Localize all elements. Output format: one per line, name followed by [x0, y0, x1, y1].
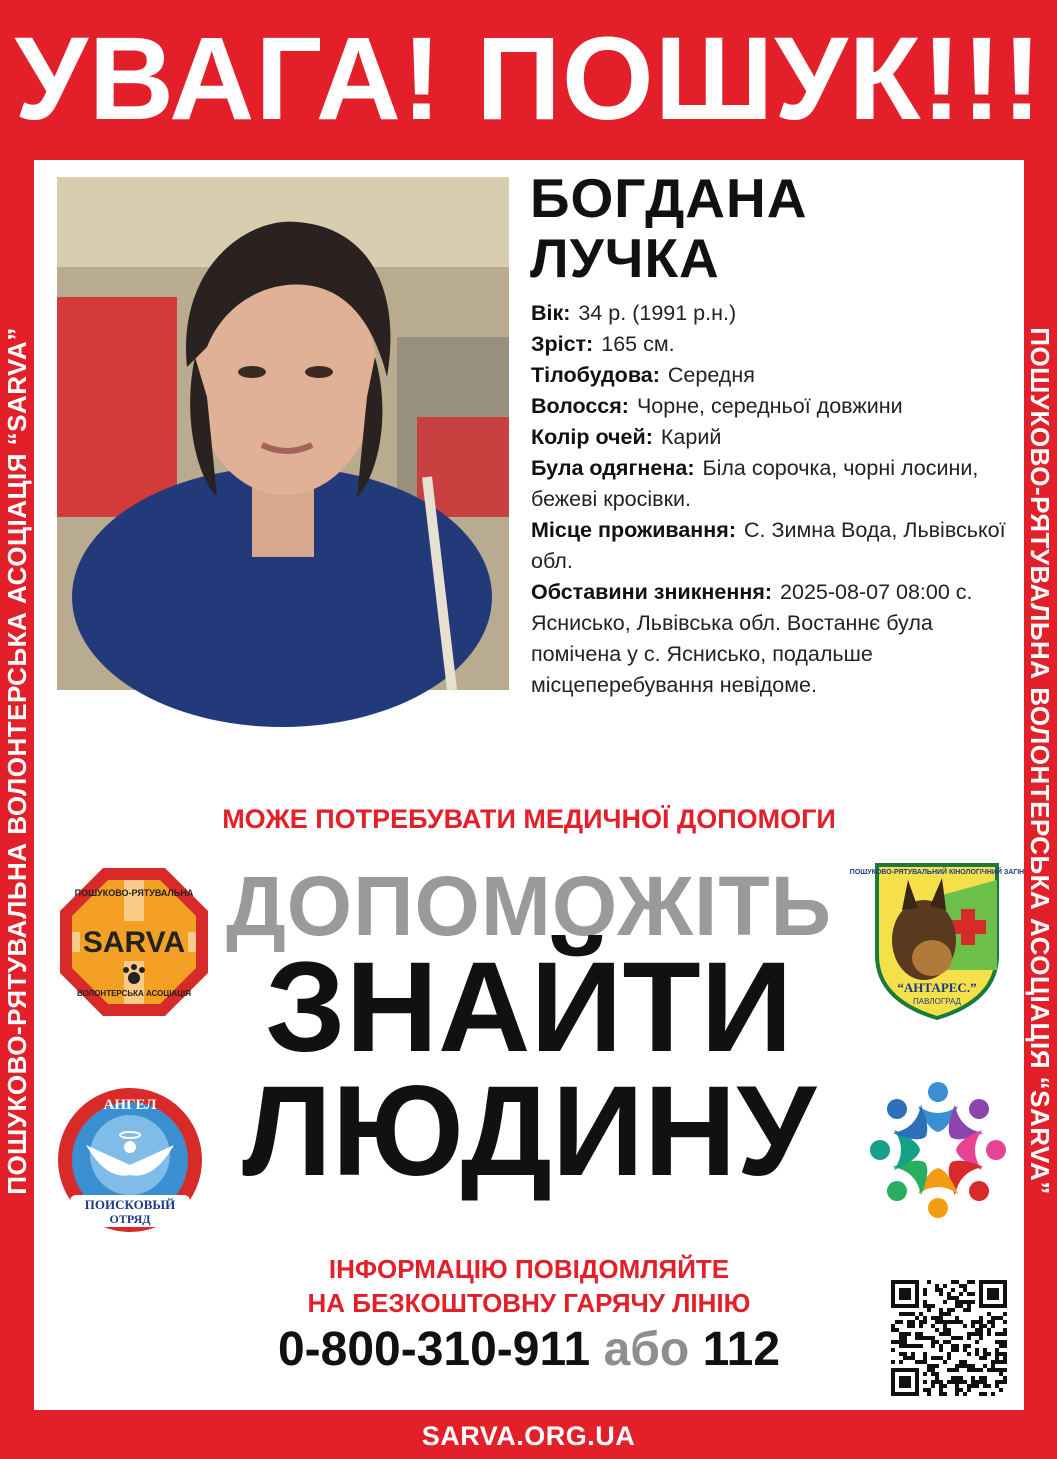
detail-label: Тілобудова:	[531, 363, 660, 387]
detail-label: Вік:	[531, 301, 571, 325]
missing-person-photo	[57, 177, 509, 690]
sarva-logo	[58, 866, 210, 1018]
detail-row	[531, 329, 1011, 360]
detail-value: 34 р. (1991 р.н.)	[578, 301, 737, 325]
detail-row	[531, 360, 1011, 391]
last-name: ЛУЧКА	[530, 227, 720, 289]
website-link[interactable]: SARVA.ORG.UA	[421, 1421, 636, 1451]
phone-line	[34, 1322, 1024, 1378]
people-circle-logo	[862, 1075, 1014, 1225]
angel-logo	[56, 1085, 204, 1235]
detail-value: Середня	[667, 363, 755, 387]
detail-value: Чорне, середньої довжини	[636, 394, 903, 418]
find-heading-line2: ЛЮДИНУ	[242, 1060, 816, 1203]
angel-logo-bottom2: ОТРЯД	[109, 1212, 151, 1226]
detail-row	[531, 298, 1011, 329]
detail-row	[531, 515, 1011, 577]
detail-value: 2025-08-07 08:00 с. Яснисько, Львівська обл. Востаннє була помічена у с. Яснисько, подальше місцеперебування невідоме.	[531, 580, 973, 697]
detail-label: Місце проживання:	[531, 518, 736, 542]
angel-logo-bottom1: ПОИСКОВЫЙ	[84, 1197, 176, 1212]
person-details	[531, 298, 1011, 701]
detail-label: Зріст:	[531, 332, 594, 356]
side-caption-left: ПОШУКОВО-РЯТУВАЛЬНА ВОЛОНТЕРСЬКА АСОЦІАЦІЯ “SARVA”	[2, 327, 32, 1195]
hotline-info-line1: ІНФОРМАЦІЮ ПОВІДОМЛЯЙТЕ	[328, 1254, 730, 1284]
help-heading: ДОПОМОЖІТЬ	[225, 859, 833, 953]
headline: УВАГА! ПОШУК!!!	[14, 13, 1043, 145]
angel-logo-top: АНГЕЛ	[103, 1097, 157, 1113]
detail-row	[531, 453, 1011, 515]
detail-row	[531, 422, 1011, 453]
hotline-number[interactable]: 0-800-310-911	[277, 1323, 591, 1376]
antares-logo-name: “АНТАРЕС.”	[897, 980, 977, 995]
sarva-logo-name: SARVA	[82, 926, 186, 959]
detail-label: Була одягнена:	[531, 456, 695, 480]
detail-label: Колір очей:	[531, 425, 653, 449]
sarva-logo-bottom: ВОЛОНТЕРСЬКА АСОЦІАЦІЯ	[76, 989, 192, 998]
hotline-info	[34, 1252, 1024, 1320]
detail-value: 165 см.	[601, 332, 675, 356]
detail-value: Карий	[660, 425, 722, 449]
qr-code[interactable]	[890, 1280, 1008, 1396]
phone-or: або	[603, 1323, 690, 1376]
detail-value: С. Зимна Вода, Львівської обл.	[531, 518, 1006, 573]
antares-logo-city: ПАВЛОГРАД	[913, 997, 961, 1006]
first-name: БОГДАНА	[530, 167, 808, 229]
hotline-info-line2: НА БЕЗКОШТОВНУ ГАРЯЧУ ЛІНІЮ	[307, 1288, 751, 1318]
detail-row	[531, 577, 1011, 701]
sarva-logo-top: ПОШУКОВО-РЯТУВАЛЬНА	[74, 888, 194, 898]
detail-row	[531, 391, 1011, 422]
person-name	[530, 168, 807, 288]
find-heading-line1: ЗНАЙТИ	[265, 936, 793, 1079]
detail-value: Біла сорочка, чорні лосини, бежеві кросівки.	[531, 456, 979, 511]
medical-notice: МОЖЕ ПОТРЕБУВАТИ МЕДИЧНОЇ ДОПОМОГИ	[222, 804, 836, 834]
side-caption-right: ПОШУКОВО-РЯТУВАЛЬНА ВОЛОНТЕРСЬКА АСОЦІАЦІЯ “SARVA”	[1025, 327, 1055, 1195]
emergency-number[interactable]: 112	[702, 1323, 781, 1376]
antares-logo-top: ПОШУКОВО-РЯТУВАЛЬНИЙ КІНОЛОГІЧНИЙ ЗАГІН	[849, 869, 1025, 876]
antares-logo	[849, 860, 1025, 1020]
detail-label: Обставини зникнення:	[531, 580, 773, 604]
detail-label: Волосся:	[531, 394, 629, 418]
poster-panel	[34, 160, 1024, 1410]
